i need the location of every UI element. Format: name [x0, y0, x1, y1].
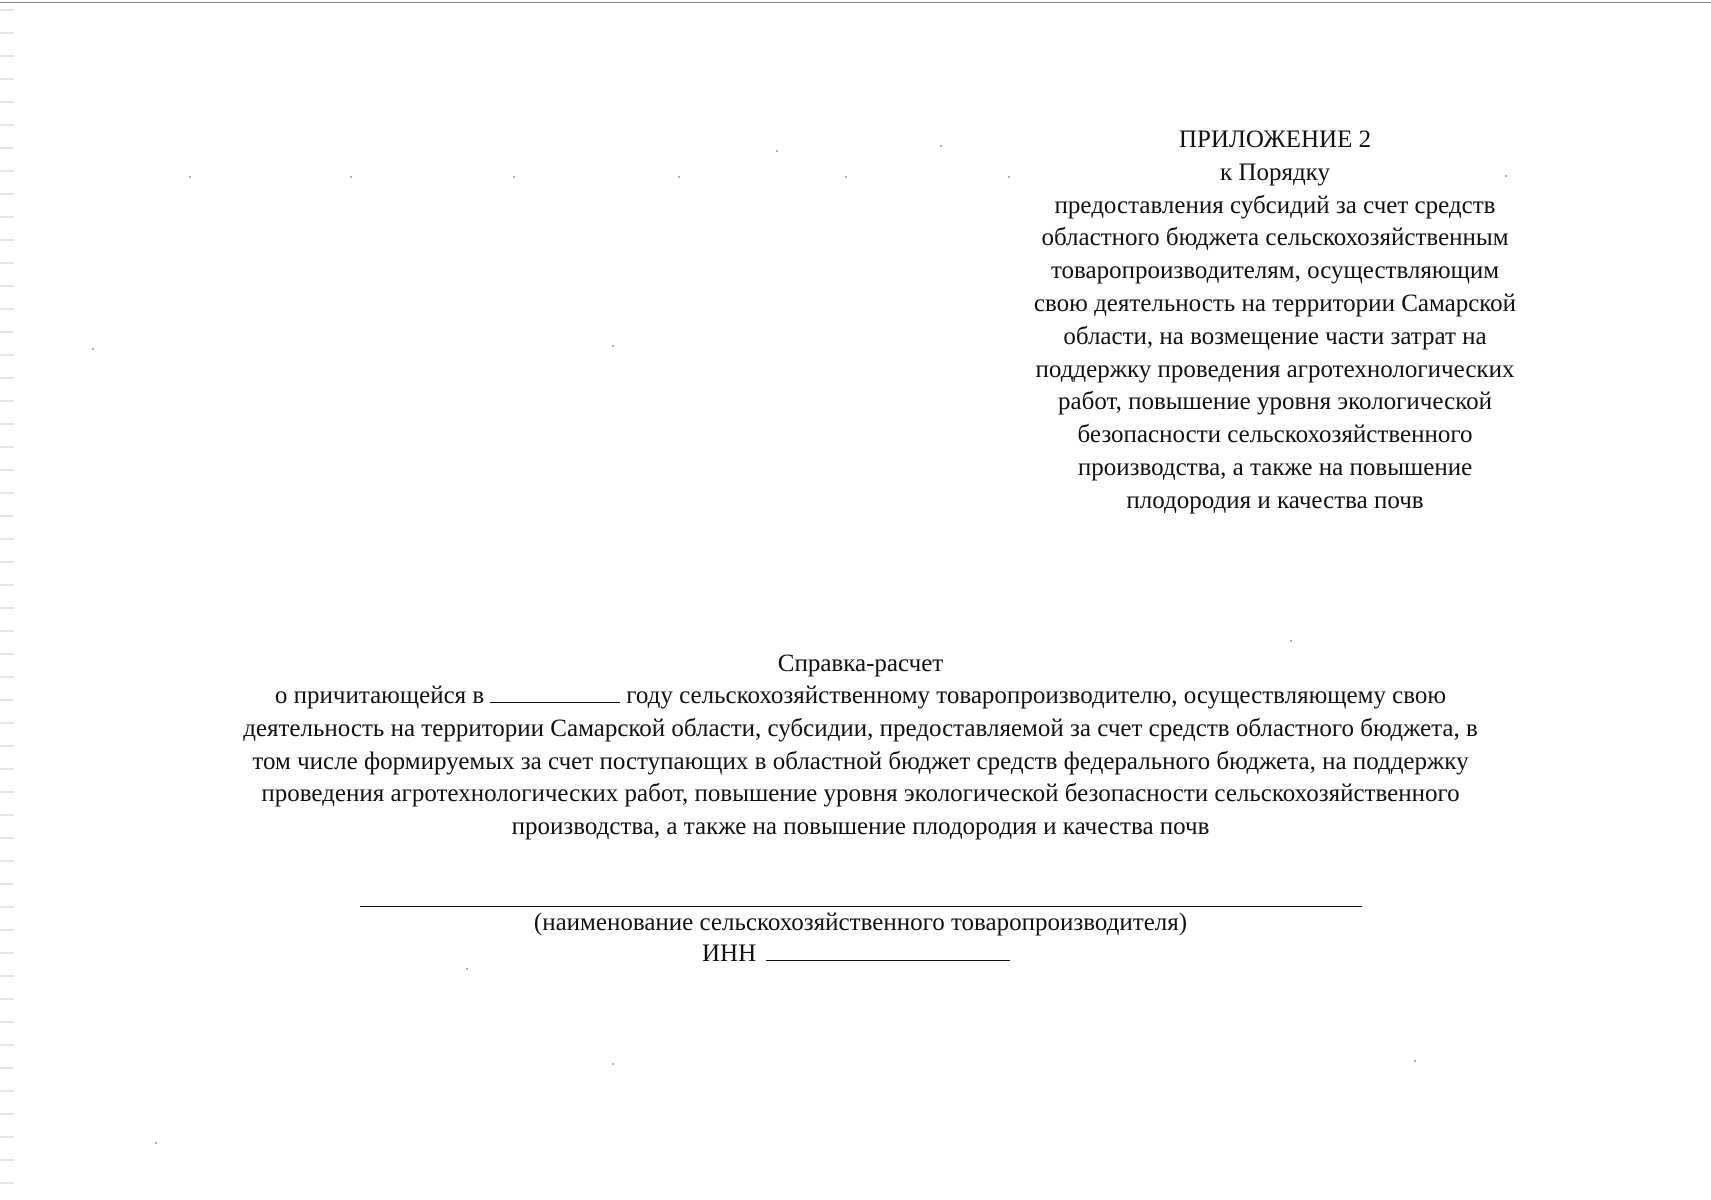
scan-speck — [189, 176, 191, 178]
subject-line: производства, а также на повышение плодородия и качества почв — [511, 813, 1210, 841]
scan-speck — [513, 176, 515, 178]
document-subject — [135, 680, 1586, 844]
scan-speck — [845, 176, 847, 178]
scan-speck — [1290, 640, 1292, 642]
producer-name-caption: (наименование сельскохозяйственного товаропроизводителя) — [533, 909, 1188, 936]
scan-left-edge — [0, 0, 14, 1200]
subject-line: проведения агротехнологических работ, повышение уровня экологической безопасности сельскохозяйственного — [261, 780, 1460, 808]
scan-speck — [940, 145, 942, 147]
scan-speck — [678, 176, 680, 178]
appendix-line: работ, повышение уровня экологической — [1058, 388, 1492, 416]
appendix-line: к Порядку — [1220, 158, 1330, 186]
scan-speck — [612, 345, 614, 347]
scan-speck — [155, 1142, 157, 1144]
appendix-line: свою деятельность на территории Самарской — [1033, 289, 1517, 317]
scan-speck — [466, 968, 468, 970]
inn-row — [702, 938, 1010, 970]
year-blank-field — [490, 680, 620, 703]
appendix-line: поддержку проведения агротехнологических — [1035, 355, 1515, 383]
scan-speck — [776, 150, 778, 152]
appendix-line: предоставления субсидий за счет средств — [1054, 191, 1496, 219]
scan-speck — [1414, 1060, 1416, 1062]
subject-line: деятельность на территории Самарской области, субсидии, предоставляемой за счет средств областного бюджета, в — [243, 714, 1478, 742]
appendix-line: производства, а также на повышение — [1077, 453, 1473, 481]
inn-label: ИНН — [702, 940, 757, 967]
subject-text: о причитающейся в — [274, 682, 485, 709]
appendix-line: безопасности сельскохозяйственного — [1077, 421, 1473, 449]
appendix-line: товаропроизводителям, осуществляющим — [1050, 257, 1500, 285]
scan-speck — [92, 348, 94, 350]
subject-text: году сельскохозяйственному товаропроизводителю, осуществляющему свою — [626, 682, 1447, 709]
document-title: Справка-расчет — [777, 650, 944, 677]
appendix-header — [985, 124, 1565, 518]
subject-line: том числе формируемых за счет поступающих в областной бюджет средств федерального бюджета, на поддержку — [252, 747, 1469, 775]
scan-speck — [612, 1063, 614, 1065]
subject-line — [135, 680, 1586, 713]
appendix-line: областного бюджета сельскохозяйственным — [1041, 224, 1509, 252]
scan-top-edge — [0, 2, 1711, 3]
appendix-line: ПРИЛОЖЕНИЕ 2 — [1178, 126, 1372, 153]
appendix-line: области, на возмещение части затрат на — [1063, 322, 1487, 350]
scan-speck — [350, 176, 352, 178]
appendix-line: плодородия и качества почв — [1126, 486, 1424, 514]
inn-blank-field — [766, 938, 1010, 961]
